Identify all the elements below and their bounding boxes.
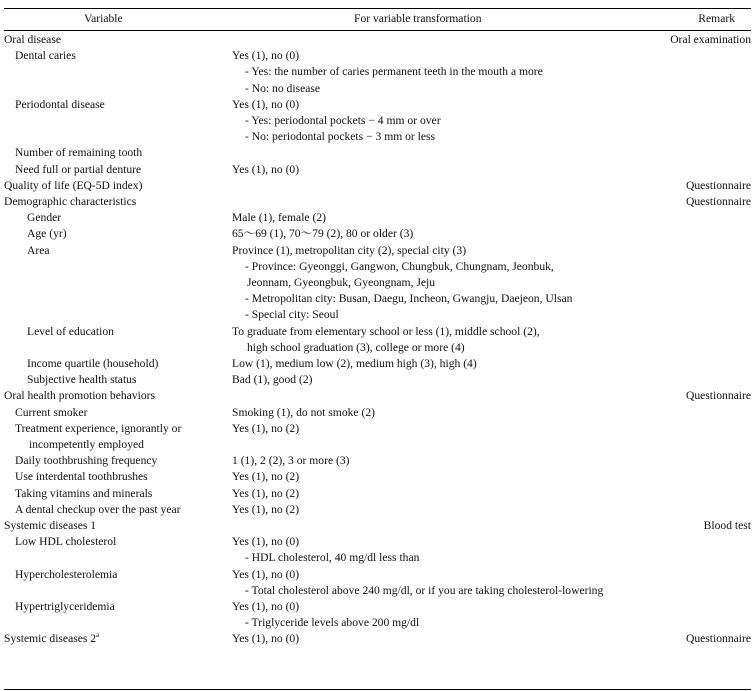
variable-cell: Level of education [27, 324, 114, 338]
variable-cell: Oral disease [4, 33, 61, 46]
variable-cell: Use interdental toothbrushes [15, 470, 148, 484]
transformation-cell: - Yes: periodontal pockets − 4 mm or over [245, 113, 441, 127]
variable-cell: Hypertriglyceridemia [15, 600, 115, 613]
variable-cell: Age (yr) [27, 227, 67, 241]
variable-cell: Need full or partial denture [15, 162, 142, 176]
remark-cell: Blood test [703, 519, 751, 532]
transformation-cell: Bad (1), good (2) [232, 373, 313, 387]
transformation-cell: 65～69 (1), 70～79 (2), 80 or older (3) [232, 227, 414, 241]
transformation-cell: - Yes: the number of caries permanent teeth in the mouth a more [245, 65, 543, 79]
transformation-cell: 1 (1), 2 (2), 3 or more (3) [232, 454, 350, 468]
transformation-cell: Yes (1), no (0) [232, 567, 300, 581]
transformation-cell: Yes (1), no (2) [232, 486, 300, 500]
transformation-cell: - Metropolitan city: Busan, Daegu, Incheon, Gwangju, Daejeon, Ulsan [245, 292, 573, 306]
variable-cell: incompetently employed [29, 437, 144, 451]
transformation-cell: - Triglyceride levels above 200 mg/dl [245, 616, 420, 630]
transformation-cell: Yes (1), no (0) [232, 162, 300, 176]
transformation-cell: Yes (1), no (0) [232, 49, 300, 63]
variable-cell: A dental checkup over the past year [15, 502, 181, 516]
variable-cell: Number of remaining tooth [15, 146, 143, 160]
variable-cell: Systemic diseases 1 [4, 519, 97, 532]
variable-cell: Quality of life (EQ-5D index) [4, 178, 143, 192]
variable-cell: Oral health promotion behaviors [4, 389, 156, 403]
transformation-cell: Low (1), medium low (2), medium high (3), high (4) [232, 357, 477, 370]
transformation-cell: Male (1), female (2) [232, 211, 326, 225]
variable-cell: Systemic diseases 2$^a$ [4, 631, 100, 646]
variable-cell: Treatment experience, ignorantly or [15, 421, 182, 435]
remark-cell: Questionnaire [685, 195, 751, 208]
variable-cell: Periodontal disease [15, 97, 105, 111]
transformation-cell: Yes (1), no (0) [232, 600, 300, 613]
table-header-rule [4, 30, 751, 31]
remark-cell: Questionnaire [685, 632, 751, 646]
transformation-cell: - No: no disease [245, 81, 321, 95]
header-transformation: For variable transformation [354, 12, 482, 25]
transformation-cell: Smoking (1), do not smoke (2) [232, 405, 375, 419]
variable-cell: Gender [27, 211, 62, 225]
footnote-marker: a [96, 631, 100, 640]
variable-cell: Subjective health status [27, 373, 137, 387]
variable-cell: Taking vitamins and minerals [15, 486, 153, 500]
transformation-cell: Yes (1), no (0) [232, 632, 300, 646]
transformation-cell: Yes (1), no (2) [232, 470, 300, 484]
transformation-cell: - Special city: Seoul [245, 308, 339, 322]
variable-cell: Low HDL cholesterol [15, 535, 117, 549]
transformation-cell: Yes (1), no (2) [232, 421, 300, 435]
variable-cell: Dental caries [15, 49, 76, 63]
remark-cell: Questionnaire [685, 389, 751, 403]
transformation-cell: - HDL cholesterol, 40 mg/dl less than [245, 551, 420, 565]
transformation-cell: Yes (1), no (0) [232, 97, 300, 111]
table-top-rule [4, 8, 751, 9]
transformation-cell: Province (1), metropolitan city (2), special city (3) [232, 243, 467, 257]
transformation-cell: - Province: Gyeonggi, Gangwon, Chungbuk, Chungnam, Jeonbuk, [245, 259, 554, 273]
variable-cell: Hypercholesterolemia [15, 567, 118, 581]
remark-cell: Oral examination [670, 33, 751, 46]
variable-cell: Income quartile (household) [27, 357, 159, 370]
transformation-cell: high school graduation (3), college or more (4) [247, 340, 465, 354]
table-bottom-rule [4, 689, 751, 690]
variable-cell: Daily toothbrushing frequency [15, 454, 158, 468]
transformation-cell: Yes (1), no (2) [232, 502, 300, 516]
variable-cell: Demographic characteristics [4, 195, 137, 208]
transformation-cell: To graduate from elementary school or less (1), middle school (2), [232, 324, 540, 338]
variable-cell: Current smoker [15, 405, 88, 419]
remark-cell: Questionnaire [685, 178, 751, 192]
header-variable: Variable [84, 12, 123, 25]
transformation-cell: Yes (1), no (0) [232, 535, 300, 549]
transformation-cell: - Total cholesterol above 240 mg/dl, or if you are taking cholesterol-lowering [245, 583, 604, 597]
transformation-cell: - No: periodontal pockets − 3 mm or less [245, 130, 436, 144]
transformation-cell: Jeonnam, Gyeongbuk, Gyeongnam, Jeju [247, 275, 436, 289]
variable-cell: Area [27, 243, 50, 257]
header-remark: Remark [698, 12, 735, 25]
